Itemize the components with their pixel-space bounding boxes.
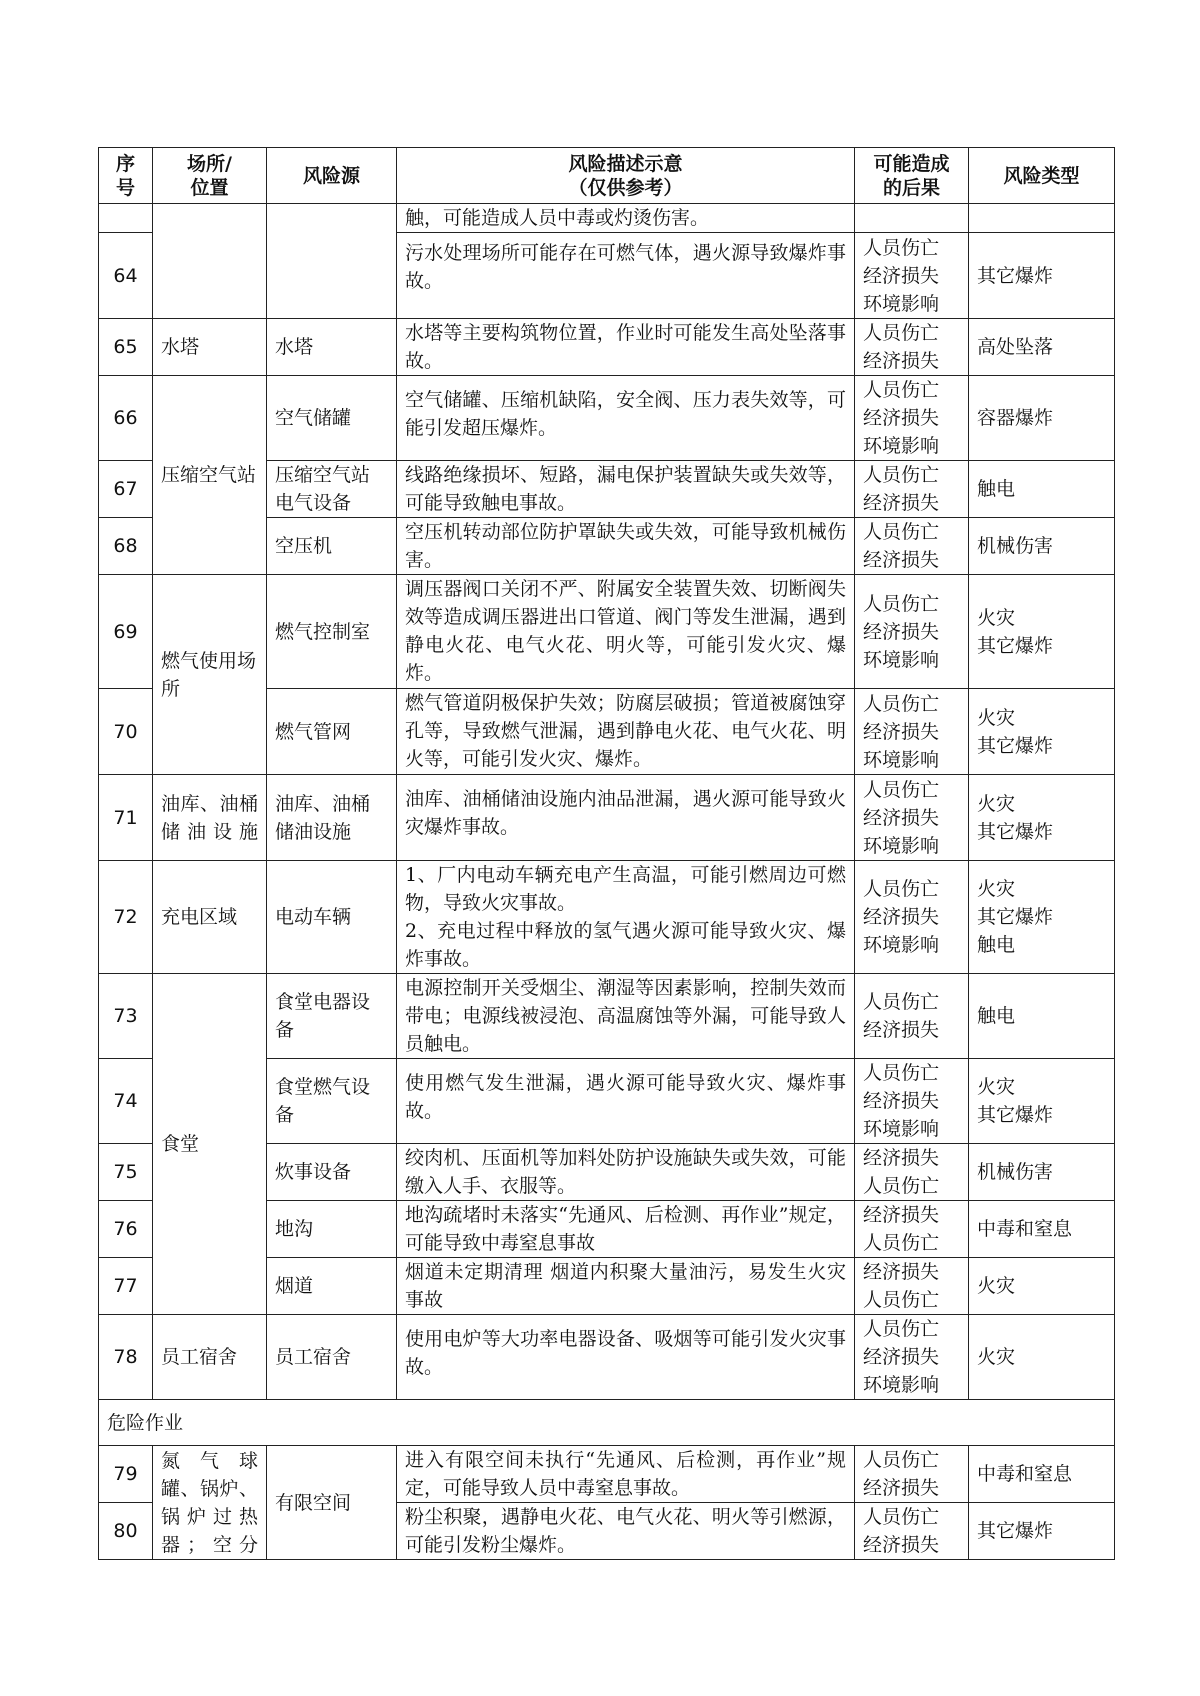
desc-cell: 线路绝缘损坏、短路，漏电保护装置缺失或失效等，可能导致触电事故。 [397, 461, 855, 518]
source-cell [267, 204, 397, 319]
source-cell: 空气储罐 [267, 376, 397, 461]
type-cell: 中毒和窒息 [969, 1446, 1115, 1503]
source-cell: 食堂燃气设备 [267, 1059, 397, 1144]
desc-cell: 使用电炉等大功率电器设备、吸烟等可能引发火灾事故。 [397, 1315, 855, 1400]
place-cell: 水塔 [153, 319, 267, 376]
place-cell: 氮 气 球 罐、锅炉、 锅炉过热 器；空分 [153, 1446, 267, 1560]
type-cell [969, 204, 1115, 233]
consequence-cell: 人员伤亡 经济损失 [855, 1446, 969, 1503]
seq-cell: 69 [99, 575, 153, 689]
source-cell: 员工宿舍 [267, 1315, 397, 1400]
place-cell: 燃气使用场所 [153, 575, 267, 775]
seq-cell [99, 204, 153, 233]
place-cell: 员工宿舍 [153, 1315, 267, 1400]
place-cell [153, 204, 267, 319]
header-type: 风险类型 [969, 148, 1115, 204]
place-cell: 充电区域 [153, 861, 267, 974]
risk-table [98, 147, 1115, 1560]
type-cell: 火灾 其它爆炸 [969, 575, 1115, 689]
desc-cell: 电源控制开关受烟尘、潮湿等因素影响，控制失效而带电；电源线被浸泡、高温腐蚀等外漏，可能导致人员触电。 [397, 974, 855, 1059]
section-row [99, 1400, 1115, 1446]
table-row [99, 861, 1115, 974]
consequence-cell: 人员伤亡 经济损失 环境影响 [855, 775, 969, 861]
seq-cell: 75 [99, 1144, 153, 1201]
type-cell: 触电 [969, 974, 1115, 1059]
desc-cell: 绞肉机、压面机等加料处防护设施缺失或失效，可能缴入人手、衣服等。 [397, 1144, 855, 1201]
consequence-cell: 人员伤亡 经济损失 [855, 319, 969, 376]
seq-cell: 77 [99, 1258, 153, 1315]
consequence-cell: 经济损失 人员伤亡 [855, 1258, 969, 1315]
seq-cell: 80 [99, 1503, 153, 1560]
seq-cell: 65 [99, 319, 153, 376]
header-row [99, 148, 1115, 204]
desc-cell: 地沟疏堵时未落实“先通风、后检测、再作业”规定，可能导致中毒窒息事故 [397, 1201, 855, 1258]
desc-cell: 空压机转动部位防护罩缺失或失效，可能导致机械伤害。 [397, 518, 855, 575]
seq-cell: 66 [99, 376, 153, 461]
table-row [99, 204, 1115, 233]
header-seq: 序 号 [99, 148, 153, 204]
consequence-cell: 人员伤亡 经济损失 环境影响 [855, 376, 969, 461]
desc-cell: 燃气管道阴极保护失效；防腐层破损；管道被腐蚀穿孔等，导致燃气泄漏，遇到静电火花、电气火花、明火等，可能引发火灾、爆炸。 [397, 689, 855, 775]
type-cell: 火灾 其它爆炸 触电 [969, 861, 1115, 974]
table-row [99, 376, 1115, 461]
type-cell: 火灾 [969, 1315, 1115, 1400]
source-cell: 水塔 [267, 319, 397, 376]
source-cell: 电动车辆 [267, 861, 397, 974]
place-cell: 压缩空气站 [153, 376, 267, 575]
type-cell: 容器爆炸 [969, 376, 1115, 461]
type-cell: 火灾 其它爆炸 [969, 689, 1115, 775]
source-cell: 炊事设备 [267, 1144, 397, 1201]
consequence-cell [855, 204, 969, 233]
seq-cell: 73 [99, 974, 153, 1059]
consequence-cell: 人员伤亡 经济损失 [855, 974, 969, 1059]
desc-cell: 使用燃气发生泄漏，遇火源可能导致火灾、爆炸事故。 [397, 1059, 855, 1144]
source-cell: 食堂电器设备 [267, 974, 397, 1059]
place-cell: 油库、油桶储油设施 [153, 775, 267, 861]
type-cell: 机械伤害 [969, 518, 1115, 575]
source-cell: 地沟 [267, 1201, 397, 1258]
type-cell: 火灾 [969, 1258, 1115, 1315]
seq-cell: 74 [99, 1059, 153, 1144]
type-cell: 高处坠落 [969, 319, 1115, 376]
consequence-cell: 人员伤亡 经济损失 环境影响 [855, 575, 969, 689]
type-cell: 机械伤害 [969, 1144, 1115, 1201]
type-cell: 触电 [969, 461, 1115, 518]
table-row [99, 575, 1115, 689]
source-cell: 空压机 [267, 518, 397, 575]
type-cell: 其它爆炸 [969, 1503, 1115, 1560]
consequence-cell: 经济损失 人员伤亡 [855, 1144, 969, 1201]
seq-cell: 70 [99, 689, 153, 775]
seq-cell: 67 [99, 461, 153, 518]
desc-cell: 油库、油桶储油设施内油品泄漏，遇火源可能导致火灾爆炸事故。 [397, 775, 855, 861]
seq-cell: 76 [99, 1201, 153, 1258]
consequence-cell: 人员伤亡 经济损失 [855, 461, 969, 518]
table-row [99, 1446, 1115, 1503]
source-cell: 有限空间 [267, 1446, 397, 1560]
consequence-cell: 人员伤亡 经济损失 [855, 1503, 969, 1560]
type-cell: 中毒和窒息 [969, 1201, 1115, 1258]
seq-cell: 64 [99, 233, 153, 319]
seq-cell: 72 [99, 861, 153, 974]
desc-cell: 调压器阀口关闭不严、附属安全装置失效、切断阀失效等造成调压器进出口管道、阀门等发生泄漏，遇到静电火花、电气火花、明火等，可能引发火灾、爆炸。 [397, 575, 855, 689]
source-cell: 压缩空气站电气设备 [267, 461, 397, 518]
seq-cell: 79 [99, 1446, 153, 1503]
table-row [99, 974, 1115, 1059]
table-row [99, 1315, 1115, 1400]
source-cell: 燃气管网 [267, 689, 397, 775]
desc-cell: 污水处理场所可能存在可燃气体，遇火源导致爆炸事故。 [397, 233, 855, 319]
seq-cell: 78 [99, 1315, 153, 1400]
source-cell: 油库、油桶储油设施 [267, 775, 397, 861]
desc-cell: 粉尘积聚，遇静电火花、电气火花、明火等引燃源，可能引发粉尘爆炸。 [397, 1503, 855, 1560]
header-source: 风险源 [267, 148, 397, 204]
header-desc: 风险描述示意 （仅供参考） [397, 148, 855, 204]
desc-cell: 1、厂内电动车辆充电产生高温，可能引燃周边可燃物，导致火灾事故。 2、充电过程中释放的氢气遇火源可能导致火灾、爆炸事故。 [397, 861, 855, 974]
consequence-cell: 人员伤亡 经济损失 环境影响 [855, 1059, 969, 1144]
type-cell: 火灾 其它爆炸 [969, 775, 1115, 861]
header-place: 场所/ 位置 [153, 148, 267, 204]
consequence-cell: 人员伤亡 经济损失 环境影响 [855, 1315, 969, 1400]
consequence-cell: 人员伤亡 经济损失 [855, 518, 969, 575]
source-cell: 烟道 [267, 1258, 397, 1315]
place-cell: 食堂 [153, 974, 267, 1315]
consequence-cell: 人员伤亡 经济损失 环境影响 [855, 233, 969, 319]
header-consequence: 可能造成 的后果 [855, 148, 969, 204]
type-cell: 其它爆炸 [969, 233, 1115, 319]
desc-cell: 烟道未定期清理 烟道内积聚大量油污，易发生火灾事故 [397, 1258, 855, 1315]
desc-cell: 水塔等主要构筑物位置，作业时可能发生高处坠落事故。 [397, 319, 855, 376]
table-row [99, 775, 1115, 861]
consequence-cell: 人员伤亡 经济损失 环境影响 [855, 689, 969, 775]
table-row [99, 319, 1115, 376]
consequence-cell: 经济损失 人员伤亡 [855, 1201, 969, 1258]
desc-cell: 空气储罐、压缩机缺陷，安全阀、压力表失效等，可能引发超压爆炸。 [397, 376, 855, 461]
section-title: 危险作业 [99, 1400, 1115, 1446]
seq-cell: 68 [99, 518, 153, 575]
source-cell: 燃气控制室 [267, 575, 397, 689]
consequence-cell: 人员伤亡 经济损失 环境影响 [855, 861, 969, 974]
desc-cell: 触，可能造成人员中毒或灼烫伤害。 [397, 204, 855, 233]
desc-cell: 进入有限空间未执行“先通风、后检测，再作业”规定，可能导致人员中毒窒息事故。 [397, 1446, 855, 1503]
type-cell: 火灾 其它爆炸 [969, 1059, 1115, 1144]
seq-cell: 71 [99, 775, 153, 861]
